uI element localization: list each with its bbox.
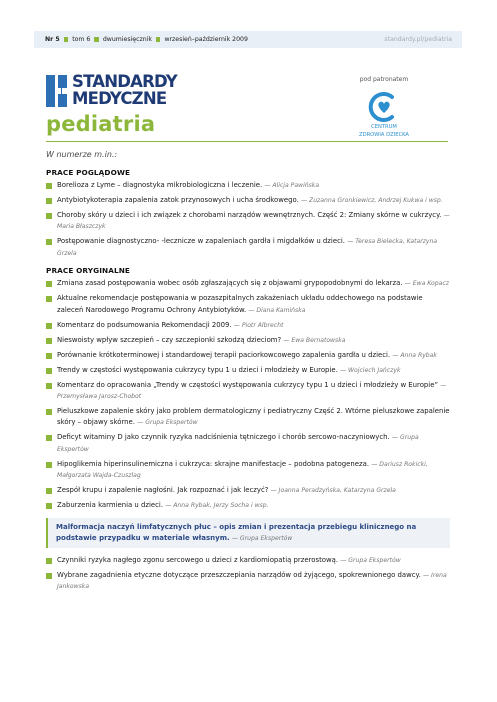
article-title: Aktualne rekomendacje postępowania w pozaszpitalnych zakażeniach układu oddechowego na podstawie zaleceń Narodowego Programu Ochrony Antybiotyków. xyxy=(57,294,423,314)
heart-logo-icon xyxy=(368,91,400,123)
article-authors: — Grupa Ekspertów xyxy=(137,419,198,427)
list-item xyxy=(46,555,450,566)
highlighted-article xyxy=(46,518,450,548)
article-title: Nieswoisty wpływ szczepień – czy szczepionki szkodzą dzieciom? xyxy=(57,335,282,344)
article-authors: — Diana Kamińska xyxy=(248,306,306,314)
list-item xyxy=(46,278,450,289)
article-authors: — Teresa Bielecka, Katarzyna Grzela xyxy=(57,238,438,257)
article-title: Porównanie krótkoterminowej i standardowej terapii paciorkowcowego zapalenia gardła u dzieci. xyxy=(57,350,391,359)
list-item xyxy=(46,293,450,316)
patronage-block xyxy=(354,76,414,139)
section-heading-original: PRACE ORYGINALNE xyxy=(46,266,130,276)
article-authors: — Maria Błaszczyk xyxy=(57,212,450,231)
volume: tom 6 xyxy=(72,36,91,43)
issue-info xyxy=(45,36,248,43)
intro-text: W numerze m.in.: xyxy=(46,150,118,159)
article-title: Trendy w częstości występowania cukrzycy typu 1 u dzieci i młodzieży w Europie. xyxy=(57,365,338,374)
article-title: Czynniki ryzyka nagłego zgonu sercowego u dzieci z kardiomiopatią przerostową. xyxy=(57,555,339,564)
square-bullet-icon xyxy=(156,37,161,42)
list-item xyxy=(46,335,450,346)
journal-title: pediatria xyxy=(46,112,156,136)
article-authors: — Alicja Pawińska xyxy=(264,182,320,189)
section-heading-review: PRACE POGLĄDOWE xyxy=(46,168,131,177)
list-item xyxy=(46,485,450,496)
list-item xyxy=(46,350,450,361)
article-authors: — Ewa Kopacz xyxy=(404,280,449,288)
article-title: Hipoglikemia hiperinsulinemiczna i cukrzyca: skrajne manifestacje – podobna patogeneza. xyxy=(57,459,370,468)
list-item xyxy=(46,406,450,429)
article-title: Antybiotykoterapia zapalenia zatok przynosowych i ucha środkowego. xyxy=(57,196,299,204)
issue-number: Nr 5 xyxy=(45,36,60,43)
list-item xyxy=(46,180,450,191)
article-title: Deficyt witaminy D jako czynnik ryzyka nadciśnienia tętniczego i chorób sercowo-naczyniowych. xyxy=(57,433,390,442)
article-authors: — Grupa Ekspertów xyxy=(57,434,419,453)
article-title: Pieluszkowe zapalenie skóry jako problem dermatologiczny i pediatryczny Część 2. Wtórne pieluszkowe zapalenie skóry – objawy skórne. xyxy=(57,407,450,427)
highlighted-article-title: Malformacja naczyń limfatycznych płuc – opis zmian i prezentacja przebiegu klinicznego na podstawie przypadku w materiale własnym. xyxy=(56,522,417,542)
article-authors: — Irena Jankowska xyxy=(57,571,447,591)
article-authors: — Piotr Albrecht xyxy=(233,321,284,329)
article-title: Zmiana zasad postępowania wobec osób zgłaszających się z objawami grypopodobnymi do lekarza. xyxy=(57,279,403,288)
article-authors: — Grupa Ekspertów xyxy=(340,556,401,564)
article-authors: — Joanna Peradzyńska, Katarzyna Grzela xyxy=(270,487,396,495)
list-item xyxy=(46,365,450,376)
article-title: Borelioza z Lyme – diagnostyka mikrobiologiczna i leczenie. xyxy=(57,181,263,189)
article-authors: — Anna Rybak xyxy=(392,351,437,359)
article-title: Wybrane zagadnienia etyczne dotyczące przeszczepiania narządów od żyjącego, spokrewnionego dawcy. xyxy=(57,570,421,579)
highlighted-article-authors: — Grupa Ekspertów xyxy=(231,534,293,542)
list-item xyxy=(46,459,450,482)
article-authors: — Zuzanna Gronkiewicz, Andrzej Kukwa i wsp. xyxy=(300,197,443,204)
article-authors: — Przemysława Jarosz-Chobot xyxy=(57,381,447,401)
article-title: Choroby skóry u dzieci i ich związek z chorobami narządów wewnętrznych. Część 2: Zmiany skórne w cukrzycy. xyxy=(57,211,442,219)
logo-mark-icon xyxy=(46,75,67,107)
article-title: Komentarz do podsumowania Rekomendacji 2009. xyxy=(57,320,232,329)
article-authors: — Dariusz Rokicki, Małgorzata Wajda-Czuszlag xyxy=(57,460,428,480)
list-item xyxy=(46,320,450,331)
article-authors: — Ewa Bernatowska xyxy=(283,336,346,344)
article-authors: — Anna Rybak, Jerzy Socha i wsp. xyxy=(165,502,269,510)
list-item xyxy=(46,432,450,455)
article-title: Zespół krupu i zapalenie nagłośni. Jak rozpoznać i jak leczyć? xyxy=(57,486,269,495)
list-item xyxy=(46,570,450,593)
list-item xyxy=(46,210,450,233)
square-bullet-icon xyxy=(64,37,69,42)
table-of-contents xyxy=(46,165,450,596)
title-divider xyxy=(46,141,448,142)
list-item xyxy=(46,236,450,259)
patron-org-line2: ZDROWIA DZIECKA xyxy=(359,132,409,138)
article-title: Postępowanie diagnostyczno- -lecznicze w zapaleniach gardła i migdałków u dzieci. xyxy=(57,237,345,246)
article-authors: — Wojciech Jańczyk xyxy=(339,366,401,374)
list-item xyxy=(46,380,450,403)
frequency: dwumiesięcznik xyxy=(102,36,152,43)
article-title: Zaburzenia karmienia u dzieci. xyxy=(57,501,164,510)
list-item xyxy=(46,195,450,206)
logo-word-medyczne: MEDYCZNE xyxy=(72,89,167,108)
journal-url-link[interactable]: standardy.pl/pediatria xyxy=(384,36,452,43)
square-bullet-icon xyxy=(94,37,99,42)
list-item xyxy=(46,500,450,511)
period: wrzesień–październik 2009 xyxy=(164,36,248,43)
article-title: Komentarz do opracowania „Trendy w częstości występowania cukrzycy typu 1 u dzieci i młodzieży w Europie” xyxy=(57,380,439,389)
standardy-medyczne-logo xyxy=(46,73,206,109)
header-bar xyxy=(34,31,462,48)
patron-org-line1: CENTRUM xyxy=(371,124,397,130)
logo-word-standardy: STANDARDY xyxy=(72,72,177,91)
patronage-label: pod patronatem xyxy=(359,76,409,83)
